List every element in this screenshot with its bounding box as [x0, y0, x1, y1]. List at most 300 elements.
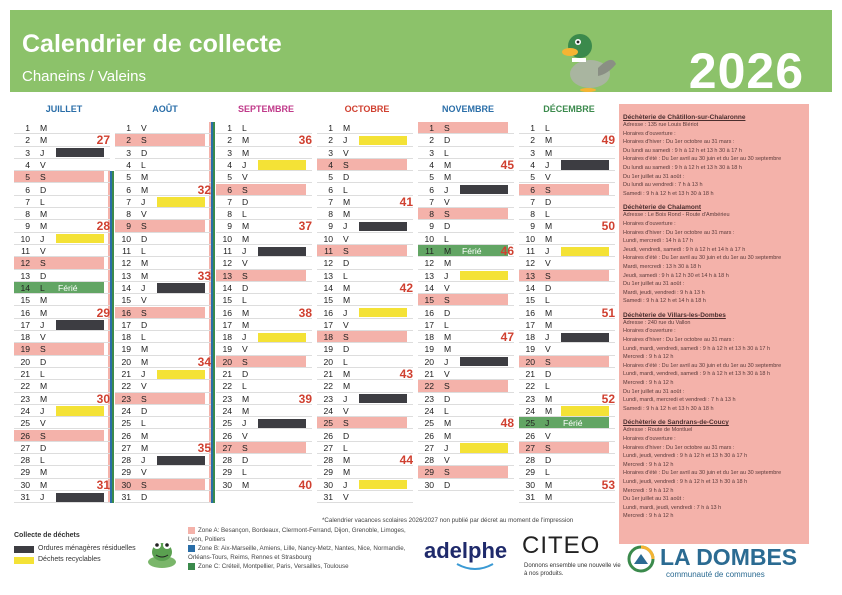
day-letter: V	[40, 159, 46, 170]
day-number: 5	[530, 172, 535, 183]
day-number: 7	[126, 196, 131, 207]
day-number: 20	[121, 356, 131, 367]
day-number: 26	[222, 430, 232, 441]
day-number: 1	[126, 123, 131, 133]
day-letter: S	[242, 270, 248, 281]
row-divider	[317, 502, 413, 503]
day-number: 9	[25, 221, 30, 232]
day-number: 8	[25, 209, 30, 220]
day-number: 19	[121, 344, 131, 355]
day-number: 7	[328, 196, 333, 207]
day-number: 14	[323, 282, 333, 293]
day-number: 24	[121, 405, 131, 416]
day-number: 29	[424, 467, 434, 478]
center-hours-line: Lundi, mardi, jeudi, vendredi : 7 h à 13 h	[623, 504, 722, 511]
day-letter: V	[545, 344, 551, 355]
day-number: 3	[429, 147, 434, 158]
yellow-bin-collection	[359, 480, 407, 489]
day-number: 28	[121, 455, 131, 466]
day-letter: L	[343, 356, 348, 367]
day-letter: J	[545, 246, 550, 256]
day-row	[317, 220, 417, 232]
day-row	[216, 245, 316, 257]
day-row	[216, 368, 316, 380]
day-number: 18	[121, 332, 131, 343]
day-letter: J	[141, 282, 146, 293]
day-letter: V	[40, 418, 46, 429]
day-number: 22	[525, 381, 535, 392]
yellow-bin-collection	[258, 160, 306, 169]
day-number: 4	[429, 159, 434, 170]
day-row	[14, 356, 114, 368]
center-hours-line: Horaires d'été : Du 1er avril au 30 juin et du 1er au 30 septembre	[623, 255, 782, 262]
day-letter: J	[141, 455, 146, 466]
day-letter: S	[444, 295, 450, 306]
day-number: 5	[25, 172, 30, 183]
zone-entry	[188, 562, 418, 571]
day-row	[14, 233, 114, 245]
day-row	[519, 196, 619, 208]
day-letter: J	[242, 418, 247, 429]
day-row	[519, 159, 619, 171]
day-letter: M	[545, 393, 553, 404]
day-number: 27	[525, 442, 535, 453]
day-letter: M	[141, 172, 149, 183]
day-row	[115, 220, 215, 232]
legend-yellow-swatch	[14, 557, 34, 564]
day-row	[14, 405, 114, 417]
week-number: 47	[500, 330, 514, 345]
day-number: 6	[530, 184, 535, 195]
day-number: 22	[424, 381, 434, 392]
grey-bin-collection	[56, 320, 104, 329]
day-row	[216, 393, 316, 405]
day-row	[418, 380, 518, 392]
day-row	[216, 196, 316, 208]
day-number: 6	[429, 184, 434, 195]
day-row	[317, 331, 417, 343]
day-number: 10	[323, 233, 333, 244]
day-number: 4	[25, 159, 30, 170]
week-number: 46	[500, 244, 514, 258]
day-letter: J	[545, 159, 550, 170]
center-hours-line: Mercredi : 9 h à 12 h	[623, 513, 674, 520]
day-letter: M	[444, 172, 452, 183]
day-row	[519, 331, 619, 343]
day-row	[418, 257, 518, 269]
calendar-grid	[14, 102, 614, 522]
center-hours-line: Jeudi, vendredi, samedi : 9 h à 12 h et 14 h à 17 h	[623, 246, 746, 253]
day-letter: D	[343, 430, 350, 441]
day-row	[216, 380, 316, 392]
day-row	[216, 479, 316, 491]
day-row	[115, 491, 215, 503]
day-letter: J	[40, 492, 45, 502]
day-row	[418, 442, 518, 454]
day-row	[216, 454, 316, 466]
day-letter: M	[141, 258, 149, 269]
day-number: 19	[424, 344, 434, 355]
month-column	[14, 102, 114, 512]
day-number: 3	[227, 147, 232, 158]
day-letter: M	[444, 246, 452, 256]
grey-bin-collection	[460, 357, 508, 366]
day-number: 23	[525, 393, 535, 404]
day-number: 13	[222, 270, 232, 281]
day-letter: M	[242, 393, 250, 404]
day-letter: L	[242, 467, 247, 478]
day-number: 6	[328, 184, 333, 195]
day-number: 29	[121, 467, 131, 478]
day-number: 26	[121, 430, 131, 441]
day-row	[115, 430, 215, 442]
day-row	[418, 466, 518, 478]
day-letter: L	[242, 123, 247, 133]
day-row	[14, 343, 114, 355]
day-row	[418, 245, 518, 257]
center-hours-line: Adresse : 240 rue du Vallon	[623, 319, 691, 326]
center-hours-line: Horaires d'hiver : Du 1er octobre au 31 mars :	[623, 139, 735, 146]
day-number: 25	[222, 418, 232, 429]
day-letter: S	[545, 356, 551, 367]
vacation-note: *Calendrier vacances scolaires 2026/2027 non publié par décret au moment de l'impression	[322, 517, 574, 524]
day-number: 4	[126, 159, 131, 170]
day-row	[519, 479, 619, 491]
day-number: 12	[424, 258, 434, 269]
day-row	[216, 270, 316, 282]
day-letter: M	[545, 233, 553, 244]
day-number: 20	[424, 356, 434, 367]
day-letter: L	[40, 282, 45, 293]
yellow-bin-collection	[157, 197, 205, 206]
day-letter: L	[545, 295, 550, 306]
grey-bin-collection	[359, 222, 407, 231]
center-hours-line: Horaires d'été : Du 1er avril au 30 juin et du 1er au 30 septembre	[623, 156, 782, 163]
day-row	[14, 171, 114, 183]
day-letter: J	[141, 369, 146, 379]
day-letter: M	[545, 319, 553, 330]
center-hours-line: Horaires d'été : Du 1er avril au 30 juin et du 1er au 30 septembre	[623, 470, 782, 477]
day-letter: D	[444, 221, 451, 232]
day-letter: D	[444, 307, 451, 318]
day-letter: L	[343, 270, 348, 281]
day-row	[317, 417, 417, 429]
day-row	[14, 368, 114, 380]
day-row	[519, 442, 619, 454]
day-letter: M	[242, 479, 250, 490]
day-letter: D	[545, 196, 552, 207]
center-hours-line: Horaires d'hiver : Du 1er octobre au 31 mars :	[623, 229, 735, 236]
day-letter: L	[545, 381, 550, 392]
day-number: 10	[121, 233, 131, 244]
day-letter: M	[545, 307, 553, 318]
day-letter: S	[141, 135, 147, 146]
day-number: 11	[425, 246, 434, 256]
day-letter: D	[242, 196, 249, 207]
day-number: 11	[526, 246, 535, 256]
day-letter: J	[444, 442, 449, 453]
day-letter: J	[40, 319, 45, 330]
day-row	[519, 319, 619, 331]
day-row	[519, 184, 619, 196]
day-row	[14, 417, 114, 429]
day-row	[14, 184, 114, 196]
day-letter: L	[242, 295, 247, 306]
day-row	[519, 245, 619, 257]
day-letter: V	[242, 258, 248, 269]
day-row	[317, 159, 417, 171]
day-number: 16	[323, 307, 333, 318]
day-row	[418, 417, 518, 429]
day-letter: J	[343, 479, 348, 490]
day-number: 7	[429, 196, 434, 207]
center-hours-line: Adresse : Le Bois Rond - Route d'Ambérieu	[623, 212, 730, 219]
day-row	[519, 147, 619, 159]
day-number: 28	[20, 455, 30, 466]
day-row	[317, 466, 417, 478]
day-number: 5	[328, 172, 333, 183]
ferie-label: Férié	[58, 282, 78, 293]
day-letter: M	[343, 455, 351, 466]
day-letter: M	[141, 430, 149, 441]
zone-entry	[188, 526, 418, 544]
day-number: 25	[323, 418, 333, 429]
day-letter: L	[444, 319, 449, 330]
row-divider	[216, 490, 312, 491]
day-row	[418, 220, 518, 232]
center-hours-line: Horaires d'hiver : Du 1er octobre au 31 mars :	[623, 444, 735, 451]
center-hours-line: Lundi, mercredi : 14 h à 17 h	[623, 238, 694, 245]
day-letter: S	[444, 209, 450, 220]
day-number: 9	[126, 221, 131, 232]
day-number: 12	[121, 258, 131, 269]
day-number: 18	[323, 332, 333, 343]
day-letter: L	[545, 467, 550, 478]
day-row	[317, 430, 417, 442]
day-letter: S	[343, 159, 349, 170]
day-number: 3	[25, 147, 30, 158]
yellow-bin-collection	[561, 406, 609, 415]
day-row	[216, 233, 316, 245]
day-number: 1	[429, 123, 434, 133]
day-number: 22	[222, 381, 232, 392]
day-row	[519, 454, 619, 466]
day-letter: D	[40, 356, 47, 367]
day-row	[14, 257, 114, 269]
day-number: 19	[20, 344, 30, 355]
day-letter: L	[40, 196, 45, 207]
recycling-centers-panel	[619, 104, 809, 544]
day-row	[216, 405, 316, 417]
center-hours-line: Mercredi : 9 h à 12 h	[623, 487, 674, 494]
day-number: 23	[222, 393, 232, 404]
center-hours-line: Horaires d'ouverture :	[623, 220, 676, 227]
day-number: 5	[429, 172, 434, 183]
day-row	[317, 294, 417, 306]
day-row	[115, 405, 215, 417]
month-name: NOVEMBRE	[441, 104, 494, 114]
day-letter: J	[242, 332, 247, 343]
day-number: 2	[429, 135, 434, 146]
day-letter: D	[444, 479, 451, 490]
day-row	[418, 159, 518, 171]
day-number: 24	[222, 405, 232, 416]
day-row	[418, 294, 518, 306]
day-row	[115, 307, 215, 319]
day-letter: V	[343, 319, 349, 330]
day-row	[418, 430, 518, 442]
center-hours-line: Lundi, mardi, mercredi et vendredi : 7 h à 13 h	[623, 397, 736, 404]
grey-bin-collection	[561, 333, 609, 342]
day-letter: S	[444, 123, 450, 133]
day-number: 28	[323, 455, 333, 466]
day-row	[519, 491, 619, 503]
grey-bin-collection	[359, 394, 407, 403]
day-number: 1	[227, 123, 232, 133]
day-number: 19	[222, 344, 232, 355]
day-number: 13	[20, 270, 30, 281]
day-number: 3	[530, 147, 535, 158]
year-label: 2026	[688, 43, 804, 99]
day-letter: S	[141, 479, 147, 490]
month-column	[519, 102, 619, 512]
day-letter: M	[40, 295, 48, 306]
center-hours-line: Du 1er juillet au 31 août :	[623, 281, 685, 288]
day-letter: M	[40, 381, 48, 392]
day-letter: J	[343, 221, 348, 232]
day-row	[418, 343, 518, 355]
day-number: 11	[223, 246, 232, 256]
day-number: 18	[20, 332, 30, 343]
day-letter: M	[545, 479, 553, 490]
day-row	[14, 294, 114, 306]
day-row	[519, 417, 619, 429]
day-row	[14, 307, 114, 319]
day-letter: M	[141, 270, 149, 281]
day-number: 5	[126, 172, 131, 183]
day-letter: D	[242, 369, 249, 379]
day-row	[317, 343, 417, 355]
frog-mascot-icon	[146, 536, 178, 570]
week-number: 31	[96, 477, 110, 492]
center-hours-line: Adresse : Route de Montluel	[623, 427, 693, 434]
day-number: 24	[525, 405, 535, 416]
day-number: 16	[121, 307, 131, 318]
day-row	[216, 184, 316, 196]
week-number: 28	[96, 219, 110, 234]
day-number: 7	[25, 196, 30, 207]
grey-bin-collection	[561, 160, 609, 169]
day-letter: J	[343, 393, 348, 404]
day-number: 10	[424, 233, 434, 244]
day-letter: S	[40, 344, 46, 355]
day-letter: M	[343, 467, 351, 478]
day-number: 31	[121, 492, 131, 502]
day-number: 21	[222, 369, 232, 379]
day-letter: S	[545, 270, 551, 281]
day-row	[216, 257, 316, 269]
day-row	[418, 479, 518, 491]
day-row	[418, 282, 518, 294]
day-letter: M	[545, 147, 553, 158]
day-row	[115, 356, 215, 368]
day-number: 3	[126, 147, 131, 158]
grey-bin-collection	[258, 419, 306, 428]
month-column	[317, 102, 417, 512]
day-number: 1	[328, 123, 333, 133]
day-letter: M	[40, 467, 48, 478]
yellow-bin-collection	[56, 234, 104, 243]
day-letter: J	[242, 159, 247, 170]
day-letter: D	[242, 282, 249, 293]
day-row	[418, 270, 518, 282]
zone-swatch	[188, 527, 195, 534]
day-letter: M	[242, 147, 250, 158]
day-letter: M	[141, 442, 149, 453]
day-row	[14, 479, 114, 491]
day-row	[216, 171, 316, 183]
day-letter: V	[444, 282, 450, 293]
day-row	[418, 171, 518, 183]
week-number: 29	[96, 305, 110, 320]
day-letter: L	[141, 159, 146, 170]
day-row	[216, 294, 316, 306]
week-number: 44	[399, 453, 413, 468]
day-letter: S	[545, 442, 551, 453]
day-letter: S	[242, 442, 248, 453]
day-letter: L	[141, 332, 146, 343]
day-letter: D	[242, 455, 249, 466]
day-row	[519, 380, 619, 392]
day-number: 11	[21, 246, 30, 256]
center-hours-line: Mardi, mercredi : 13 h 30 à 18 h	[623, 263, 701, 270]
day-number: 29	[323, 467, 333, 478]
day-number: 20	[222, 356, 232, 367]
day-letter: D	[545, 369, 552, 379]
zone-swatch	[188, 545, 195, 552]
day-letter: V	[444, 196, 450, 207]
day-letter: V	[545, 258, 551, 269]
day-letter: V	[141, 467, 147, 478]
day-letter: M	[343, 209, 351, 220]
day-row	[418, 208, 518, 220]
day-letter: D	[343, 344, 350, 355]
day-letter: M	[444, 430, 452, 441]
day-number: 31	[525, 492, 535, 502]
day-row	[317, 282, 417, 294]
day-letter: V	[40, 332, 46, 343]
center-hours-line: Mercredi : 9 h à 12 h	[623, 380, 674, 387]
day-letter: L	[343, 184, 348, 195]
day-number: 24	[323, 405, 333, 416]
day-number: 18	[525, 332, 535, 343]
day-letter: J	[40, 147, 45, 158]
day-letter: S	[40, 172, 46, 183]
day-row	[519, 282, 619, 294]
day-number: 15	[222, 295, 232, 306]
week-number: 43	[399, 367, 413, 381]
day-letter: L	[444, 233, 449, 244]
day-row	[519, 405, 619, 417]
day-number: 28	[222, 455, 232, 466]
day-letter: V	[40, 246, 46, 256]
day-number: 24	[424, 405, 434, 416]
day-letter: M	[242, 307, 250, 318]
day-number: 19	[525, 344, 535, 355]
day-letter: M	[545, 135, 553, 146]
day-letter: L	[343, 442, 348, 453]
day-row	[519, 257, 619, 269]
